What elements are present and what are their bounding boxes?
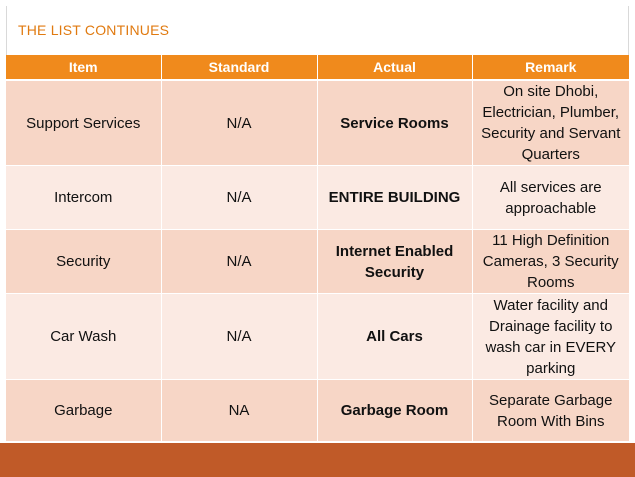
cell-remark: Water facility and Drainage facility to wash car in EVERY parking	[472, 294, 629, 380]
cell-actual: Garbage Room	[317, 380, 472, 442]
cell-item: Support Services	[6, 80, 161, 166]
header-standard: Standard	[161, 55, 317, 80]
cell-actual: Internet Enabled Security	[317, 230, 472, 294]
cell-item: Intercom	[6, 166, 161, 230]
facilities-table	[6, 55, 629, 442]
cell-remark: On site Dhobi, Electrician, Plumber, Security and Servant Quarters	[472, 80, 629, 166]
cell-actual: Service Rooms	[317, 80, 472, 166]
table-header-row	[6, 55, 629, 80]
table-row	[6, 166, 629, 230]
cell-item: Car Wash	[6, 294, 161, 380]
header-remark: Remark	[472, 55, 629, 80]
cell-remark: Separate Garbage Room With Bins	[472, 380, 629, 442]
header-actual: Actual	[317, 55, 472, 80]
slide-title: THE LIST CONTINUES	[18, 22, 170, 38]
cell-actual: All Cars	[317, 294, 472, 380]
footer-bar	[0, 443, 635, 477]
cell-item: Garbage	[6, 380, 161, 442]
table-row	[6, 294, 629, 380]
cell-item: Security	[6, 230, 161, 294]
cell-standard: N/A	[161, 230, 317, 294]
cell-standard: N/A	[161, 294, 317, 380]
cell-remark: 11 High Definition Cameras, 3 Security Rooms	[472, 230, 629, 294]
cell-standard: N/A	[161, 80, 317, 166]
table-row	[6, 230, 629, 294]
cell-standard: N/A	[161, 166, 317, 230]
table-row	[6, 80, 629, 166]
cell-remark: All services are approachable	[472, 166, 629, 230]
cell-standard: NA	[161, 380, 317, 442]
header-item: Item	[6, 55, 161, 80]
table-row	[6, 380, 629, 442]
cell-actual: ENTIRE BUILDING	[317, 166, 472, 230]
